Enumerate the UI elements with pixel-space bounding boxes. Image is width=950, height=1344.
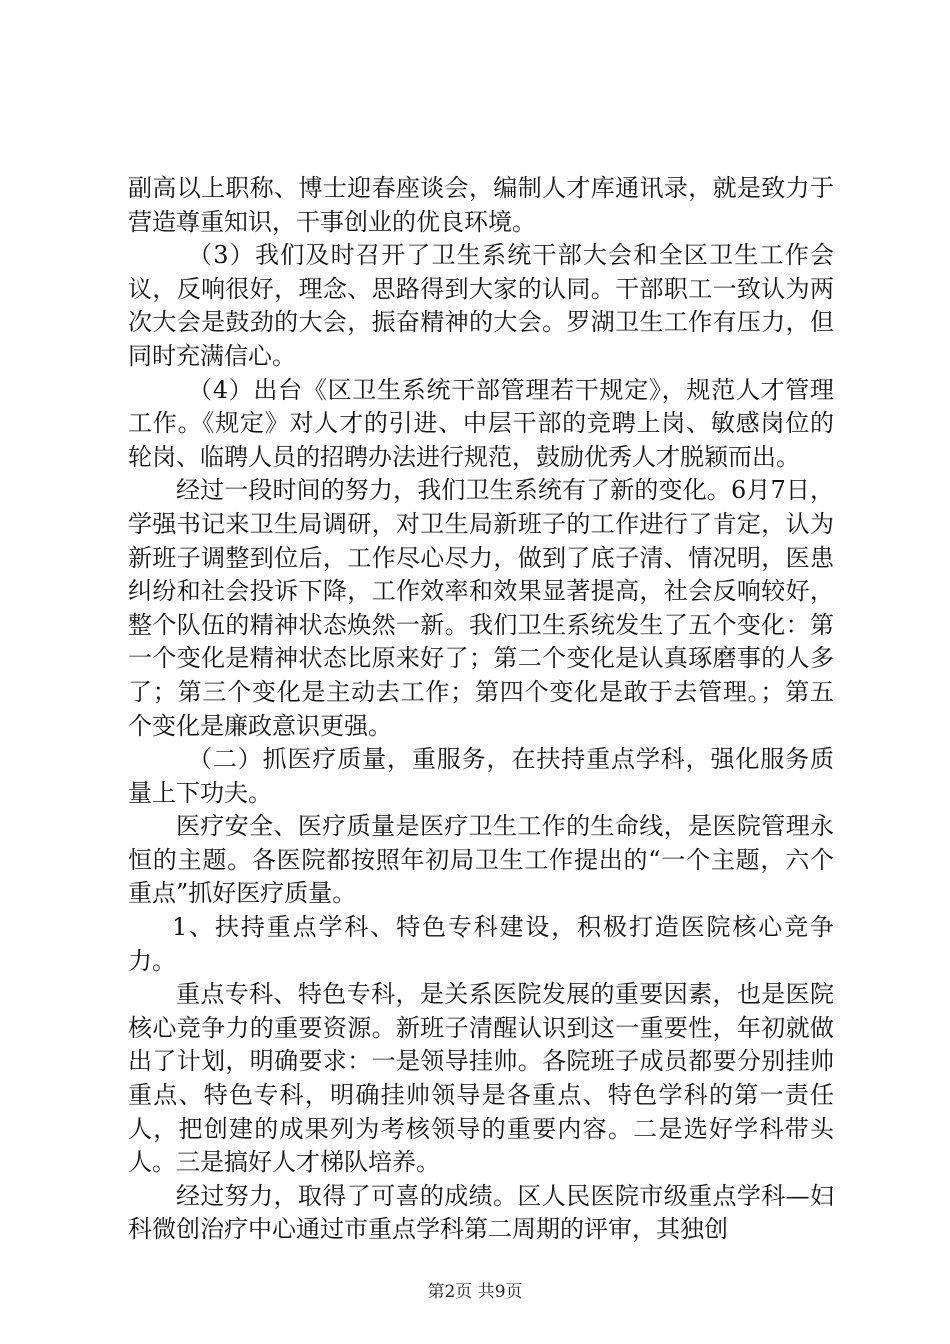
paragraph-1: 副高以上职称、博士迎春座谈会，编制人才库通讯录，就是致力于营造尊重知识，干事创业的优良环境。 xyxy=(128,174,834,236)
paragraph-3: （4）出台《区卫生系统干部管理若干规定》，规范人才管理工作。《规定》对人才的引进、中层干部的竞聘上岗、敏感岗位的轮岗、临聘人员的招聘办法进行规范，鼓励优秀人才脱颖而出。 xyxy=(128,375,834,471)
paragraph-7-subheading: 1、扶持重点学科、特色专科建设，积极打造医院核心竞争力。 xyxy=(128,913,834,975)
paragraph-5-heading: （二）抓医疗质量，重服务，在扶持重点学科，强化服务质量上下功夫。 xyxy=(128,745,834,807)
page-number-label: 第2页 共9页 xyxy=(427,1282,523,1302)
paragraph-4: 经过一段时间的努力，我们卫生系统有了新的变化。6月7日，学强书记来卫生局调研，对卫生局新班子的工作进行了肯定，认为新班子调整到位后，工作尽心尽力，做到了底子清、情况明，医患纠纷和社会投诉下降，工作效率和效果显著提高，社会反响较好，整个队伍的精神状态焕然一新。我们卫生系统发生了五个变化：第一个变化是精神状态比原来好了；第二个变化是认真琢磨事的人多了；第三个变化是主动去工作；第四个变化是敢于去管理。；第五个变化是廉政意识更强。 xyxy=(128,476,834,740)
paragraph-8: 重点专科、特色专科，是关系医院发展的重要因素，也是医院核心竞争力的重要资源。新班子清醒认识到这一重要性，年初就做出了计划，明确要求：一是领导挂帅。各院班子成员都要分别挂帅重点、特色专科，明确挂帅领导是各重点、特色学科的第一责任人，把创建的成果列为考核领导的重要内容。二是选好学科带头人。三是搞好人才梯队培养。 xyxy=(128,980,834,1177)
page-footer xyxy=(0,1277,950,1302)
paragraph-9: 经过努力，取得了可喜的成绩。区人民医院市级重点学科—妇科微创治疗中心通过市重点学科第二周期的评审，其独创 xyxy=(128,1181,834,1244)
paragraph-2: （3）我们及时召开了卫生系统干部大会和全区卫生工作会议，反响很好，理念、思路得到大家的认同。干部职工一致认为两次大会是鼓劲的大会，振奋精神的大会。罗湖卫生工作有压力，但同时充满信心。 xyxy=(128,241,834,370)
document-body xyxy=(128,172,834,1247)
paragraph-6: 医疗安全、医疗质量是医疗卫生工作的生命线，是医院管理永恒的主题。各医院都按照年初局卫生工作提出的“一个主题，六个重点”抓好医疗质量。 xyxy=(128,812,834,908)
